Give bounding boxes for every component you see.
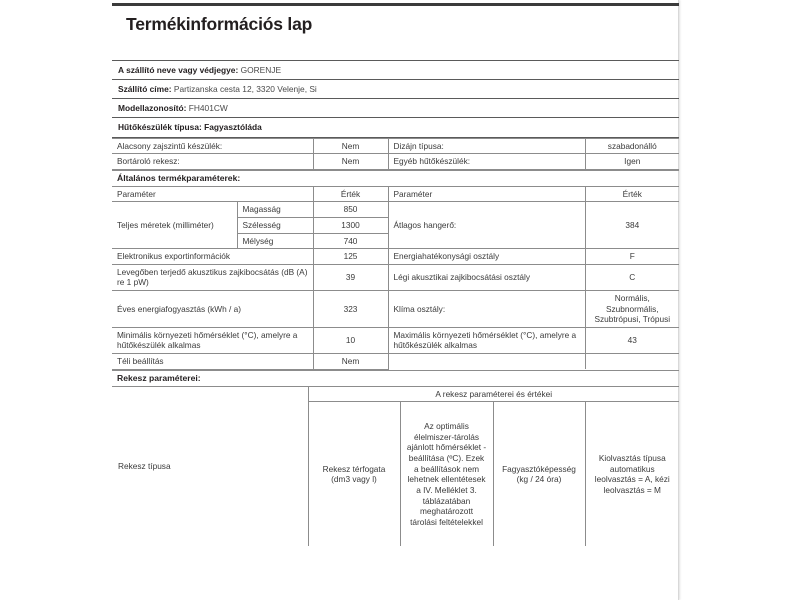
airborne-noise-value: 39 — [313, 264, 388, 290]
climate-class-label: Klíma osztály: — [388, 291, 585, 328]
general-parameters-table — [112, 170, 679, 370]
dimension-depth-value: 740 — [313, 233, 388, 249]
appliance-type-cell — [112, 118, 679, 137]
dimension-depth-label: Mélység — [237, 233, 313, 249]
supplier-name-label: A szállító neve vagy védjegye: — [118, 65, 239, 76]
dimension-width-value: 1300 — [313, 218, 388, 234]
other-appliance-value: Igen — [585, 154, 679, 170]
table-row — [112, 354, 679, 370]
model-id-label: Modellazonosító: — [118, 103, 187, 114]
appliance-type-value: Fagyasztóláda — [204, 122, 262, 133]
average-noise-value: 384 — [585, 202, 679, 249]
average-noise-label: Átlagos hangerő: — [388, 202, 585, 249]
airborne-noise-label: Levegőben terjedő akusztikus zajkibocsátás (dB (A) re 1 pW) — [112, 264, 313, 290]
table-row — [112, 61, 679, 80]
energy-class-label: Energiahatékonysági osztály — [388, 249, 585, 265]
table-row — [112, 249, 679, 265]
header-param-right: Paraméter — [388, 186, 585, 202]
general-section-title: Általános termékparaméterek: — [112, 170, 679, 186]
low-noise-label: Alacsony zajszintű készülék: — [112, 138, 313, 154]
table-row — [112, 186, 679, 202]
supplier-address-label: Szállító címe: — [118, 84, 172, 95]
dimension-height-label: Magasság — [237, 202, 313, 218]
noise-class-label: Légi akusztikai zajkibocsátási osztály — [388, 264, 585, 290]
supplier-address-cell — [112, 80, 679, 99]
dimension-width-label: Szélesség — [237, 218, 313, 234]
wine-compartment-label: Bortároló rekesz: — [112, 154, 313, 170]
model-id-value: FH401CW — [188, 103, 228, 114]
max-ambient-temp-label: Maximális környezeti hőmérséklet (°C), amelyre a hűtőkészülék alkalmas — [388, 327, 585, 353]
compartment-defrost-type-header: Kiolvasztás típusa automatikus leolvasztás = A, kézi leolvasztás = M — [585, 402, 679, 547]
low-noise-value: Nem — [313, 138, 388, 154]
table-row — [112, 118, 679, 137]
table-row — [112, 291, 679, 328]
export-info-label: Elektronikus exportinformációk — [112, 249, 313, 265]
page-title: Termékinformációs lap — [126, 14, 313, 34]
design-type-value: szabadonálló — [585, 138, 679, 154]
table-row — [112, 99, 679, 118]
table-row — [112, 386, 679, 402]
table-row — [112, 80, 679, 99]
empty-label-cell — [388, 354, 585, 370]
wine-compartment-value: Nem — [313, 154, 388, 170]
header-param-left: Paraméter — [112, 186, 313, 202]
appliance-type-label: Hűtőkészülék típusa: — [118, 122, 202, 133]
other-appliance-label: Egyéb hűtőkészülék: — [388, 154, 585, 170]
dimension-height-value: 850 — [313, 202, 388, 218]
overall-dimensions-label: Teljes méretek (milliméter) — [112, 202, 237, 249]
min-ambient-temp-value: 10 — [313, 327, 388, 353]
compartment-temperature-header: Az optimális élelmiszer-tárolás ajánlott hőmérséklet -beállítása (ºC). Ezek a beállítások nem lehetnek ellentétesek a IV. Melléklet 3. táblázatában meghatározott tárolási feltételekkel — [400, 402, 493, 547]
design-type-label: Dizájn típusa: — [388, 138, 585, 154]
annual-energy-value: 323 — [313, 291, 388, 328]
supplier-name-cell — [112, 61, 679, 80]
identification-table — [112, 60, 679, 137]
winter-setting-value: Nem — [313, 354, 388, 370]
min-ambient-temp-label: Minimális környezeti hőmérséklet (°C), amelyre a hűtőkészülék alkalmas — [112, 327, 313, 353]
header-value-left: Érték — [313, 186, 388, 202]
table-row — [112, 154, 679, 170]
page-content — [112, 0, 679, 546]
model-id-cell — [112, 99, 679, 118]
table-row — [112, 264, 679, 290]
empty-value-cell — [585, 354, 679, 370]
compartment-parameters-table — [112, 370, 679, 547]
table-row — [112, 202, 679, 218]
table-row — [112, 370, 679, 386]
supplier-name-value: GORENJE — [240, 65, 282, 76]
title-spacer — [112, 34, 679, 60]
annual-energy-label: Éves energiafogyasztás (kWh / a) — [112, 291, 313, 328]
supplier-address-value: Partizanska cesta 12, 3320 Velenje, Si — [173, 84, 317, 95]
table-row — [112, 327, 679, 353]
noise-class-value: C — [585, 264, 679, 290]
compartment-type-header: Rekesz típusa — [112, 386, 308, 546]
compartment-volume-header: Rekesz térfogata (dm3 vagy l) — [308, 402, 400, 547]
winter-setting-label: Téli beállítás — [112, 354, 313, 370]
climate-class-value: Normális, Szubnormális, Szubtrópusi, Trópusi — [585, 291, 679, 328]
compartment-freezing-capacity-header: Fagyasztóképesség (kg / 24 óra) — [493, 402, 585, 547]
table-row — [112, 138, 679, 154]
export-info-value: 125 — [313, 249, 388, 265]
compartment-section-title: Rekesz paraméterei: — [112, 370, 679, 386]
compartment-group-header: A rekesz paraméterei és értékei — [308, 386, 679, 402]
header-value-right: Érték — [585, 186, 679, 202]
max-ambient-temp-value: 43 — [585, 327, 679, 353]
table-row — [112, 170, 679, 186]
energy-class-value: F — [585, 249, 679, 265]
flags-table — [112, 138, 679, 170]
